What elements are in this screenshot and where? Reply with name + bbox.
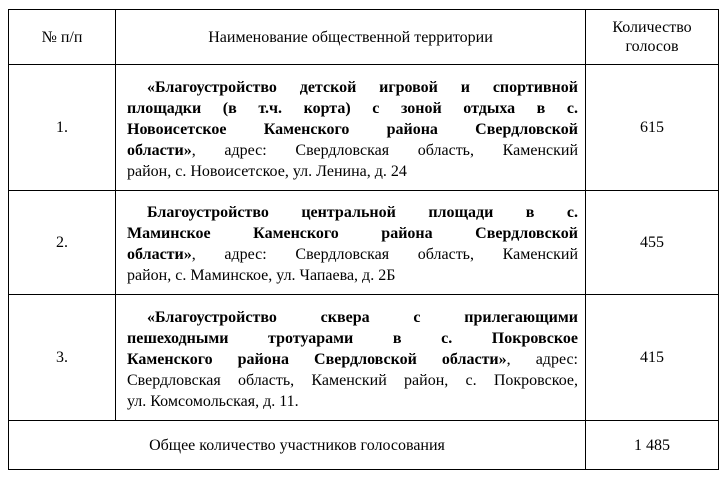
total-value: 1 485 <box>586 421 719 470</box>
header-votes <box>586 10 719 65</box>
table-header-row <box>9 10 719 65</box>
header-votes-line2: голосов <box>625 38 679 55</box>
description-line: ул. Комсомольская, д. 11. <box>127 392 299 410</box>
description-line: район, с. Маминское, ул. Чапаева, д. 2Б <box>127 267 396 284</box>
description-line: Благоустройство центральной площади в с. <box>147 204 578 221</box>
table-row <box>9 65 719 191</box>
territory-description <box>116 295 586 421</box>
total-row <box>9 421 719 470</box>
description-line: Каменского района Свердловской области», адрес: <box>127 350 578 368</box>
vote-count: 455 <box>586 191 719 295</box>
territory-description <box>116 191 586 295</box>
description-line: области», адрес: Свердловская область, Каменский <box>127 246 578 263</box>
vote-count: 615 <box>586 65 719 191</box>
territory-description <box>116 65 586 191</box>
description-line: «Благоустройство детской игровой и спортивной <box>147 78 578 96</box>
description-line: области», адрес: Свердловская область, Каменский <box>127 141 578 159</box>
total-label: Общее количество участников голосования <box>9 421 586 470</box>
description-line: Маминское Каменского района Свердловской <box>127 225 578 242</box>
row-number: 1. <box>9 65 116 191</box>
header-votes-line1: Количество <box>612 19 692 36</box>
description-line: Новоисетское Каменского района Свердловской <box>127 120 578 138</box>
header-num: № п/п <box>9 10 116 65</box>
row-number: 3. <box>9 295 116 421</box>
table-row <box>9 191 719 295</box>
description-line: «Благоустройство сквера с прилегающими <box>147 308 578 326</box>
description-line: пешеходными тротуарами в с. Покровское <box>127 329 578 347</box>
header-name: Наименование общественной территории <box>116 10 586 65</box>
description-line: Свердловская область, Каменский район, с. Покровское, <box>127 371 578 389</box>
voting-results-table <box>8 9 719 470</box>
description-line: район, с. Новоисетское, ул. Ленина, д. 24 <box>127 162 407 180</box>
description-line: площадки (в т.ч. корта) с зоной отдыха в с. <box>127 99 578 117</box>
table-row <box>9 295 719 421</box>
row-number: 2. <box>9 191 116 295</box>
vote-count: 415 <box>586 295 719 421</box>
